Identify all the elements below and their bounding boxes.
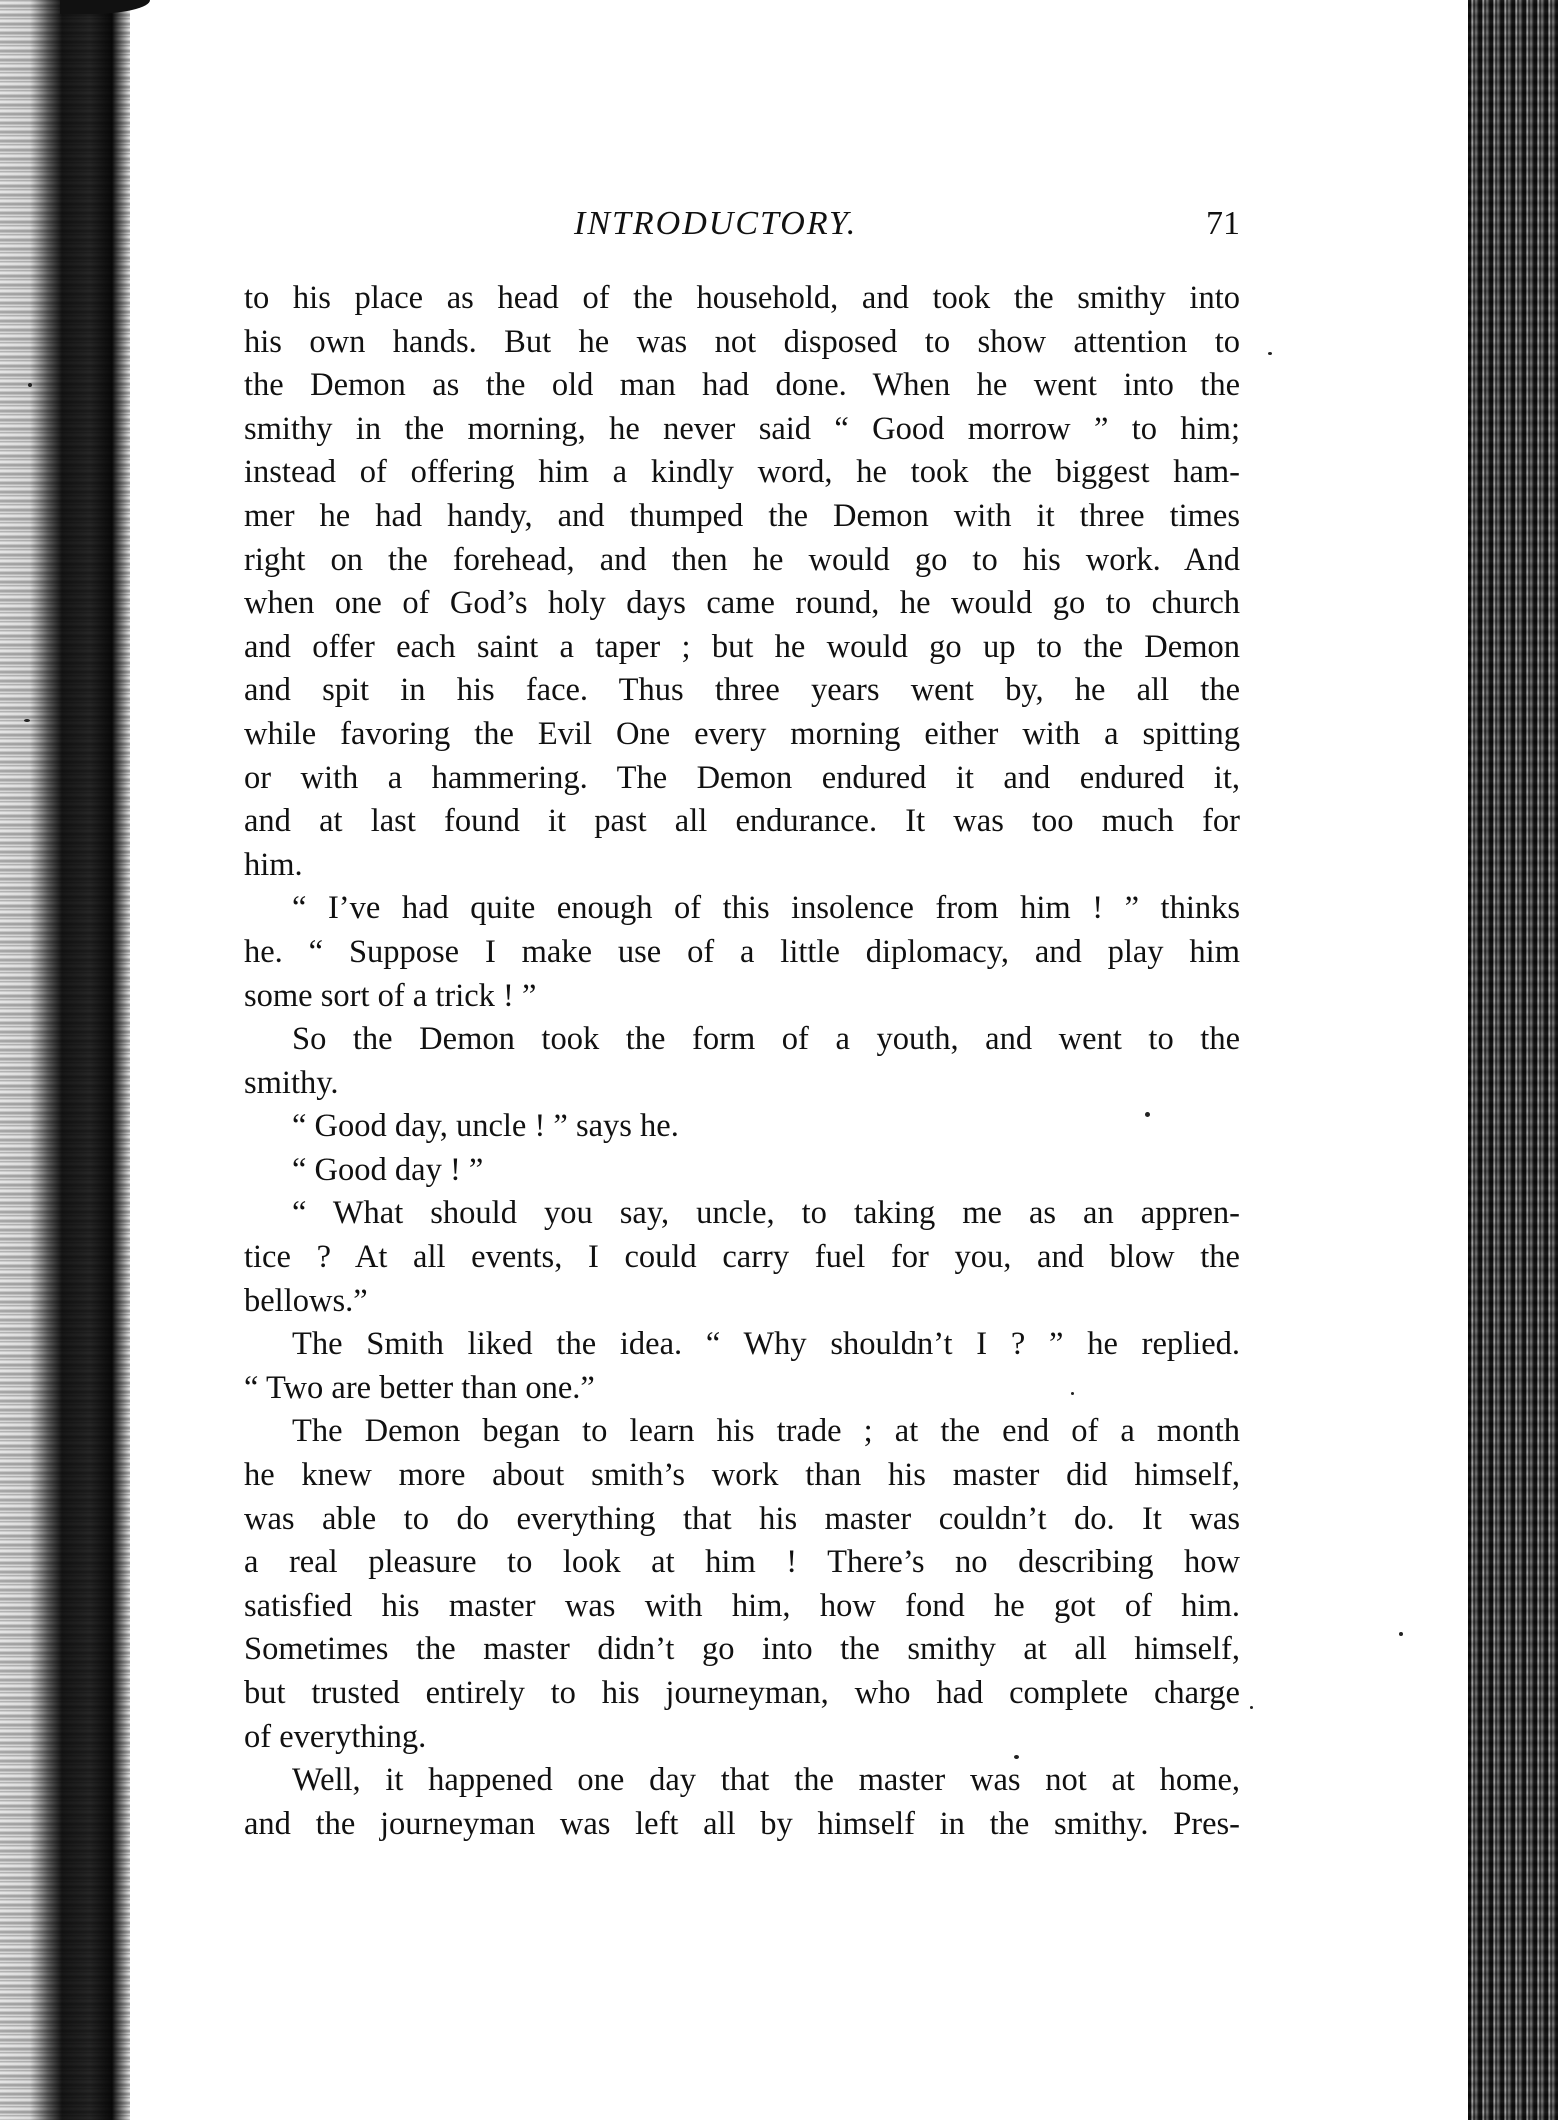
text-line: “ I’ve had quite enough of this insolence from him ! ” thinks <box>292 890 1240 927</box>
text-line: and at last found it past all endurance. It was too much for <box>244 803 1240 840</box>
text-line: “ Good day, uncle ! ” says he. <box>292 1108 679 1145</box>
scan-speck <box>1399 1632 1403 1636</box>
text-line: his own hands. But he was not disposed to show attention to <box>244 323 1240 360</box>
text-line: or with a hammering. The Demon endured it and endured it, <box>244 759 1240 796</box>
text-line: him. <box>244 846 303 883</box>
text-line: was able to do everything that his master couldn’t do. It was <box>244 1500 1240 1537</box>
body-text <box>244 277 1240 1846</box>
text-line: and offer each saint a taper ; but he would go up to the Demon <box>244 628 1240 665</box>
text-line: some sort of a trick ! ” <box>244 977 537 1014</box>
text-line: the Demon as the old man had done. When he went into the <box>244 367 1240 404</box>
text-line: The Smith liked the idea. “ Why shouldn’t I ? ” he replied. <box>292 1326 1240 1363</box>
text-line: So the Demon took the form of a youth, and went to the <box>292 1021 1240 1058</box>
text-line: when one of God’s holy days came round, he would go to church <box>244 585 1240 622</box>
text-line: tice ? At all events, I could carry fuel for you, and blow the <box>244 1239 1240 1276</box>
scan-speck <box>1268 352 1272 355</box>
text-line: he knew more about smith’s work than his master did himself, <box>244 1457 1240 1494</box>
scan-speck <box>1250 1706 1253 1709</box>
text-line: he. “ Suppose I make use of a little diplomacy, and play him <box>244 933 1240 970</box>
text-line: Well, it happened one day that the master was not at home, <box>292 1762 1240 1799</box>
text-line: The Demon began to learn his trade ; at the end of a month <box>292 1413 1240 1450</box>
page-number: 71 <box>1206 205 1240 242</box>
text-line: to his place as head of the household, and took the smithy into <box>244 280 1240 316</box>
text-line: and spit in his face. Thus three years went by, he all the <box>244 672 1240 709</box>
book-spine-shadow-left <box>0 0 130 2120</box>
text-line: mer he had handy, and thumped the Demon with it three times <box>244 497 1240 534</box>
chapter-title: INTRODUCTORY. <box>574 205 858 242</box>
text-line: “ Good day ! ” <box>292 1151 484 1188</box>
running-head <box>244 205 1240 265</box>
text-line: of everything. <box>244 1718 427 1755</box>
text-line: smithy in the morning, he never said “ Good morrow ” to him; <box>244 410 1240 447</box>
text-line: “ Two are better than one.” <box>244 1369 595 1406</box>
text-line: a real pleasure to look at him ! There’s no describing how <box>244 1544 1240 1581</box>
text-line: instead of offering him a kindly word, he took the biggest ham- <box>244 454 1240 491</box>
text-line: but trusted entirely to his journeyman, who had complete charge <box>244 1675 1240 1711</box>
text-line: bellows.” <box>244 1282 368 1319</box>
text-line: smithy. <box>244 1064 339 1101</box>
scan-speck <box>28 383 32 387</box>
book-page <box>244 205 1240 1846</box>
text-line: Sometimes the master didn’t go into the smithy at all himself, <box>244 1631 1240 1668</box>
text-line: right on the forehead, and then he would go to his work. And <box>244 541 1240 578</box>
scan-speck <box>24 719 30 722</box>
text-line: while favoring the Evil One every morning either with a spitting <box>244 715 1240 752</box>
text-line: satisfied his master was with him, how fond he got of him. <box>244 1587 1240 1624</box>
text-line: “ What should you say, uncle, to taking me as an appren- <box>292 1195 1240 1232</box>
text-line: and the journeyman was left all by himself in the smithy. Pres- <box>244 1805 1240 1842</box>
book-cover-corner <box>60 0 150 14</box>
book-page-edges-shade <box>1468 0 1558 2120</box>
